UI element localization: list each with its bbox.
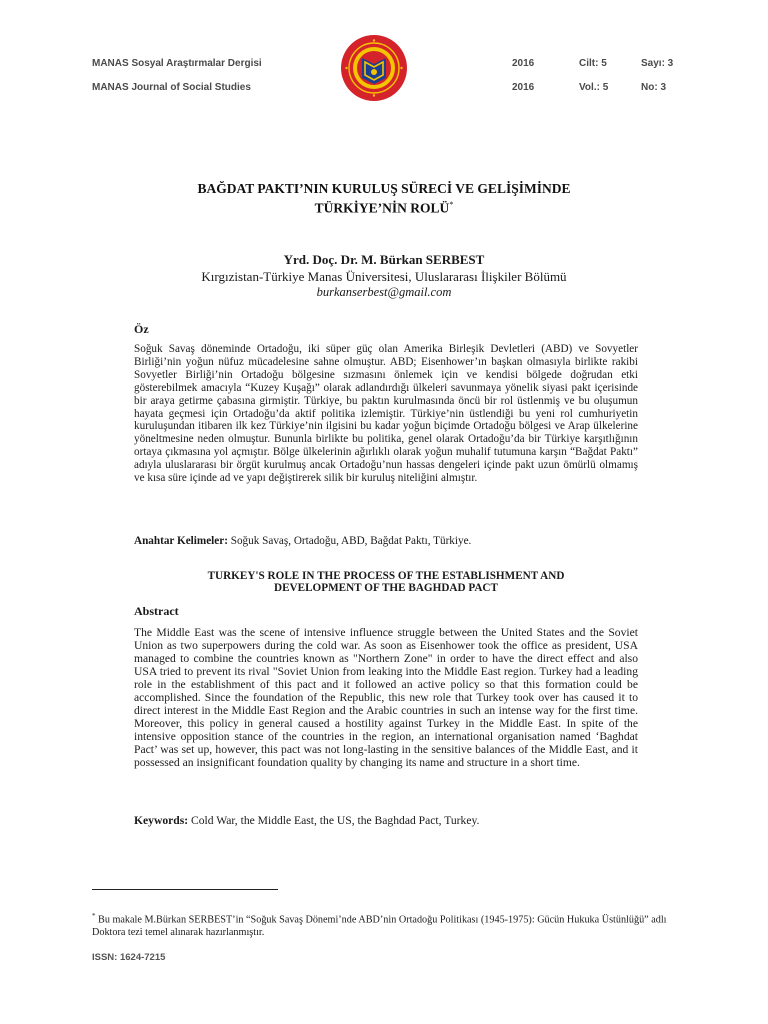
year-en: 2016	[512, 82, 535, 93]
footnote-text: Bu makale M.Bürkan SERBEST’in “Soğuk Savaş Dönemi’nde ABD’nin Ortadoğu Politikası (1945-1975): Gücün Hukuka Üstünlüğü” adlı Doktora tezi temel alınarak hazırlanmıştır.	[92, 914, 667, 938]
footnote	[92, 910, 677, 939]
keywords-tr	[134, 535, 638, 547]
keywords-en-values: Cold War, the Middle East, the US, the Baghdad Pact, Turkey.	[188, 814, 480, 827]
journal-name-en: MANAS Journal of Social Studies	[92, 82, 251, 93]
author-email: burkanserbest@gmail.com	[316, 285, 452, 299]
author-affiliation: Kırgızistan-Türkiye Manas Üniversitesi, Uluslararası İlişkiler Bölümü	[201, 269, 567, 284]
title-en-line2: DEVELOPMENT OF THE BAGHDAD PACT	[274, 582, 498, 594]
title-footnote-mark: *	[449, 200, 454, 209]
journal-name-tr: MANAS Sosyal Araştırmalar Dergisi	[92, 58, 262, 69]
keywords-en	[134, 814, 638, 827]
oz-heading: Öz	[134, 322, 149, 336]
issn: ISSN: 1624-7215	[92, 952, 166, 963]
abstract-text: The Middle East was the scene of intensive influence struggle between the United States and the Soviet Union as two superpowers during the cold war. As soon as Eisenhower took the office as president, USA managed to combine the countries known as "Northern Zone" in order to have the direct effect and also USA tried to prevent its rival "Soviet Union from leaking into the Middle East region. Turkey had a leading role in the establishment of this pact and it followed an active policy so that this formation could be accomplished. Since the foundation of the Republic, this new role that Turkey took over has caused it to direct interest in the Middle East Region and the Arabic countries in such an intense way for the first time. Moreover, this policy in general caused a hostility against Turkey in the Middle East. In spite of the intensive opposition stance of the countries in the region, an international organisation named ‘Baghdat Pact’ was set up, however, this pact was not long-lasting in the sensitive balances of the Middle East, and it possessed an insignificant foundation quality by changing its name and structure in a short time.	[134, 626, 638, 769]
title-tr-line2: TÜRKİYE’NİN ROLÜ	[314, 200, 450, 216]
year-tr: 2016	[512, 58, 535, 69]
issue-en: No: 3	[641, 82, 666, 93]
article-title-en	[134, 570, 638, 594]
oz-text: Soğuk Savaş döneminde Ortadoğu, iki süper güç olan Amerika Birleşik Devletleri (ABD) ve Sovyetler Birliği’nin yoğun nüfuz mücadelesine sahne olmuştur. ABD; Eisenhower’ın başkan olmasıyla birlikte rakibi Sovyetler Birliği’nin Ortadoğu bölgesine sızmasını önlemek için ve kendisi bölgede doğrudan etki gösterebilmek amacıyla “Kuzey Kuşağı” olarak adlandırdığı ülkeleri savunmaya yönelik siyasi pakt içerisinde bir araya getirme çabasına girmiştir. Türkiye, bu paktın kurulmasında öncü bir rol üstlenmiş ve bu oluşumun hayata geçmesi için Ortadoğu’da aktif politika izlemiştir. Türkiye’nin üstlendiği bu yeni rol cumhuriyetin kuruluşundan itibaren ilk kez Türkiye’nin ilgisini bu kadar yoğun biçimde Ortadoğu bölgesi ve Arap ülkelerine yöneltmesine neden olmuştur. Bununla birlikte bu politika, genel olarak Ortadoğu’da bir Türkiye karşıtlığının ortaya çıkmasına yol açmıştır. Bölge ülkelerinin ağırlıklı olarak yoğun muhalif tutumuna karşın “Bağdat Paktı” adıyla uluslararası bir örgüt kurulmuş ancak Ortadoğu’nun hassas dengeleri içinde pakt uzun ömürlü olmamış ve kısa süre içinde ad ve yapı değiştirerek silik bir kuruluş niteliğini almıştır.	[134, 343, 638, 485]
keywords-en-label: Keywords:	[134, 814, 189, 827]
abstract-heading: Abstract	[134, 604, 179, 618]
title-tr-line1: BAĞDAT PAKTI’NIN KURULUŞ SÜRECİ VE GELİŞİMİNDE	[197, 181, 571, 196]
volume-en: Vol.: 5	[579, 82, 609, 93]
volume-tr: Cilt: 5	[579, 58, 607, 69]
university-logo-icon	[340, 34, 408, 102]
author-name: Yrd. Doç. Dr. M. Bürkan SERBEST	[283, 252, 485, 267]
title-en-line1: TURKEY'S ROLE IN THE PROCESS OF THE ESTABLISHMENT AND	[207, 570, 565, 582]
keywords-tr-values: Soğuk Savaş, Ortadoğu, ABD, Bağdat Paktı, Türkiye.	[227, 535, 472, 547]
title-tr-line2-wrap	[92, 197, 676, 217]
footnote-divider	[92, 889, 278, 890]
keywords-tr-label: Anahtar Kelimeler:	[134, 535, 228, 547]
issue-tr: Sayı: 3	[641, 58, 674, 69]
footnote-mark: *	[92, 912, 96, 920]
article-title-tr	[92, 181, 676, 217]
